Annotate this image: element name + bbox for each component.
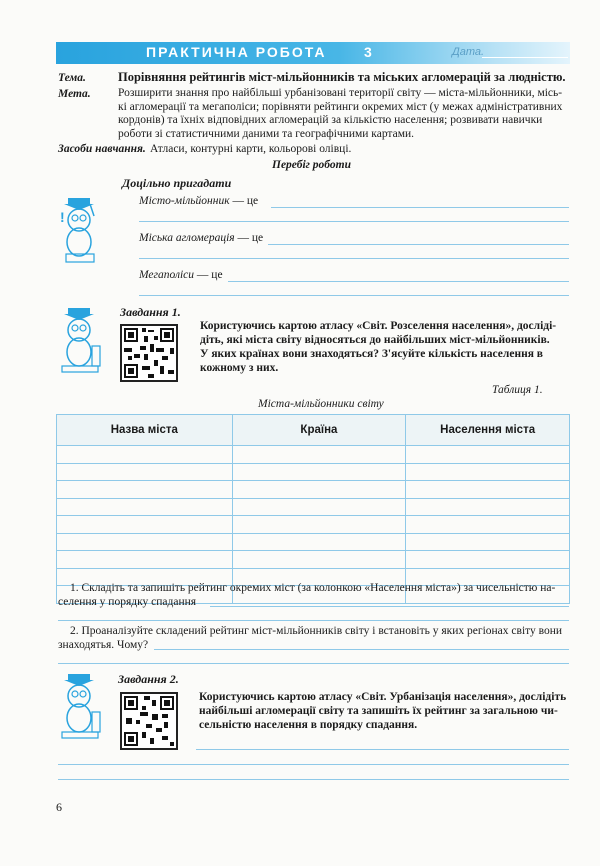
svg-text:!: ! bbox=[60, 209, 65, 225]
topic-label: Тема. bbox=[58, 72, 86, 84]
table-row[interactable] bbox=[57, 551, 570, 569]
qr-code-icon[interactable] bbox=[120, 692, 178, 750]
answer-line[interactable] bbox=[271, 207, 569, 208]
answer-line[interactable] bbox=[196, 749, 569, 750]
mascot-icon bbox=[58, 672, 106, 742]
tools-label: Засоби навчання. bbox=[58, 143, 146, 155]
answer-line[interactable] bbox=[58, 663, 569, 664]
qr-code-icon[interactable] bbox=[120, 324, 178, 382]
topic-text: Порівняння рейтингів міст-мільйонників та міських агломерацій за людністю. bbox=[118, 70, 566, 84]
page-number: 6 bbox=[56, 800, 62, 814]
table-row[interactable] bbox=[57, 516, 570, 534]
recall-term-1: Місто-мільйонник — це bbox=[139, 195, 259, 207]
answer-line[interactable] bbox=[139, 221, 569, 222]
date-line[interactable] bbox=[482, 57, 568, 58]
table-row[interactable] bbox=[57, 498, 570, 516]
column-header-city: Назва міста bbox=[57, 415, 233, 446]
answer-line[interactable] bbox=[58, 779, 569, 780]
answer-line[interactable] bbox=[210, 606, 569, 607]
mascot-icon bbox=[58, 306, 106, 376]
answer-line[interactable] bbox=[228, 281, 569, 282]
page-title: ПРАКТИЧНА РОБОТА bbox=[146, 44, 327, 60]
mascot-icon bbox=[58, 196, 106, 266]
task1-title: Завдання 1. bbox=[120, 305, 181, 319]
tools-text: Атласи, контурні карти, кольорові олівці. bbox=[150, 143, 352, 155]
table-caption: Міста-мільйонники світу bbox=[258, 398, 384, 410]
answer-line[interactable] bbox=[268, 244, 569, 245]
answer-line[interactable] bbox=[154, 649, 569, 650]
recall-term-3: Мегаполіси — це bbox=[139, 269, 223, 281]
cities-table bbox=[56, 414, 570, 604]
table-header-row bbox=[57, 415, 570, 446]
task2-title: Завдання 2. bbox=[118, 672, 179, 686]
goal-text: Розширити знання про найбільші урбанізовані території світу — міста-мільйонники, місь- кі агломерації та мегаполіси; порівняти рейтинги окремих міст (у межах адміністративних кордонів) та їхніх відповідних агломерацій за кількістю населення; розвивати навички роботи зі статистичними даними та географічними картами. bbox=[118, 87, 563, 140]
goal-label: Мета. bbox=[58, 88, 91, 100]
recall-title: Доцільно пригадати bbox=[122, 176, 232, 190]
table-row[interactable] bbox=[57, 463, 570, 481]
date-label: Дата. bbox=[452, 46, 485, 58]
column-header-country: Країна bbox=[232, 415, 406, 446]
table-row[interactable] bbox=[57, 533, 570, 551]
answer-line[interactable] bbox=[139, 258, 569, 259]
recall-term-2: Міська агломерація — це bbox=[139, 232, 264, 244]
answer-line[interactable] bbox=[139, 295, 569, 296]
table-row[interactable] bbox=[57, 481, 570, 499]
table-label: Таблиця 1. bbox=[492, 384, 543, 396]
task1-text: Користуючись картою атласу «Світ. Розселення населення», досліді- діть, які міста світу відносяться до найбільших міст-мільйонників. У яких країнах вони знаходяться? З'ясуйте кількість населення в кожному з них. bbox=[200, 320, 557, 374]
question-1: 1. Складіть та запишіть рейтинг окремих міст (за колонкою «Населення міста») за чисельністю на- селення у порядку спадання bbox=[58, 582, 556, 608]
task2-text: Користуючись картою атласу «Світ. Урбанізація населення», дослідіть найбільші агломерації світу та запишіть їх рейтинг за загальною чи- сельністю населення в порядку спадання. bbox=[199, 691, 567, 731]
question-2: 2. Проаналізуйте складений рейтинг міст-мільйонників світу і встановіть у яких регіонах світу вони знаходятья. Чому? bbox=[58, 625, 563, 651]
answer-line[interactable] bbox=[58, 620, 569, 621]
procedure-title: Перебіг роботи bbox=[272, 159, 351, 171]
column-header-population: Населення міста bbox=[406, 415, 570, 446]
work-number: 3 bbox=[364, 44, 372, 60]
answer-line[interactable] bbox=[58, 764, 569, 765]
table-row[interactable] bbox=[57, 446, 570, 464]
